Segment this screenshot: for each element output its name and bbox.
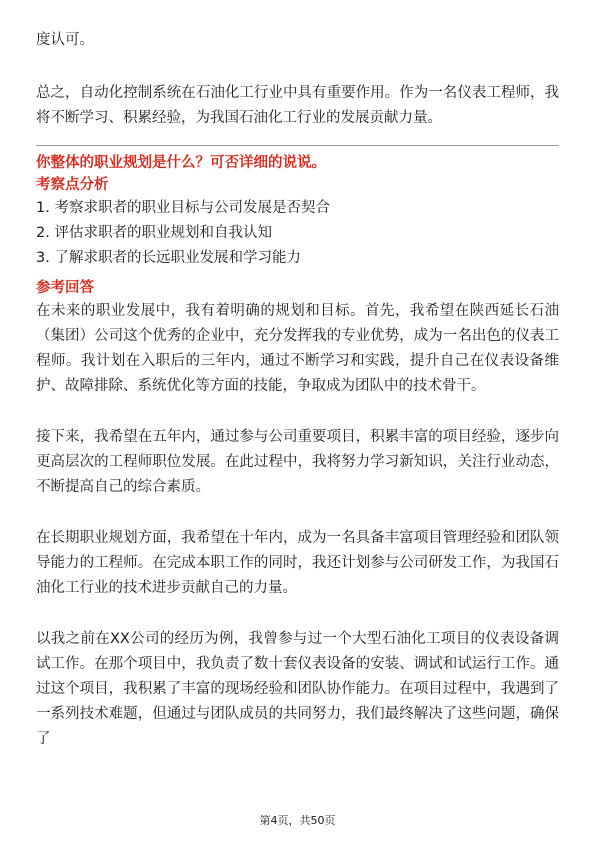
list-item: 3. 了解求职者的长远职业发展和学习能力 xyxy=(36,250,301,266)
answer-paragraph: 在长期职业规划方面，我希望在十年内，成为一名具备丰富项目管理经验和团队领导能力的工程师。在完成本职工作的同时，我还计划参与公司研发工作，为我国石油化工行业的技术进步贡献自己的力量。 xyxy=(36,530,559,596)
answer-paragraph: 在未来的职业发展中，我有着明确的规划和目标。首先，我希望在陕西延长石油（集团）公司这个优秀的企业中，充分发挥我的专业优势，成为一名出色的仪表工程师。我计划在入职后的三年内，通过不断学习和实践，提升自己在仪表设备维护、故障排除、系统优化等方面的技能，争取成为团队中的技术骨干。 xyxy=(36,303,559,394)
answer-title: 参考回答 xyxy=(36,280,94,296)
page-number: 第4页，共50页 xyxy=(259,814,336,827)
summary-paragraph: 总之，自动化控制系统在石油化工行业中具有重要作用。作为一名仪表工程师，我将不断学习、积累经验，为我国石油化工行业的发展贡献力量。 xyxy=(36,85,559,126)
answer-paragraph: 以我之前在XX公司的经历为例，我曾参与过一个大型石油化工项目的仪表设备调试工作。在那个项目中，我负责了数十套仪表设备的安装、调试和试运行工作。通过这个项目，我积累了丰富的现场经验和团队协作能力。在项目过程中，我遇到了一系列技术难题，但通过与团队成员的共同努力，我们最终解决了这些问题，确保了 xyxy=(36,631,559,747)
analysis-points xyxy=(36,196,559,271)
analysis-title: 考察点分析 xyxy=(36,177,109,193)
question-heading: 你整体的职业规划是什么？可否详细的说说。 xyxy=(36,155,326,171)
list-item: 2. 评估求职者的职业规划和自我认知 xyxy=(36,225,272,241)
document-page xyxy=(36,0,559,752)
answer-paragraph: 接下来，我希望在五年内，通过参与公司重要项目，积累丰富的项目经验，逐步向更高层次的工程师职位发展。在此过程中，我将努力学习新知识，关注行业动态，不断提高自己的综合素质。 xyxy=(36,429,559,495)
list-item: 1. 考察求职者的职业目标与公司发展是否契合 xyxy=(36,200,330,216)
section-divider xyxy=(36,145,559,146)
continuation-text: 度认可。 xyxy=(36,32,94,48)
